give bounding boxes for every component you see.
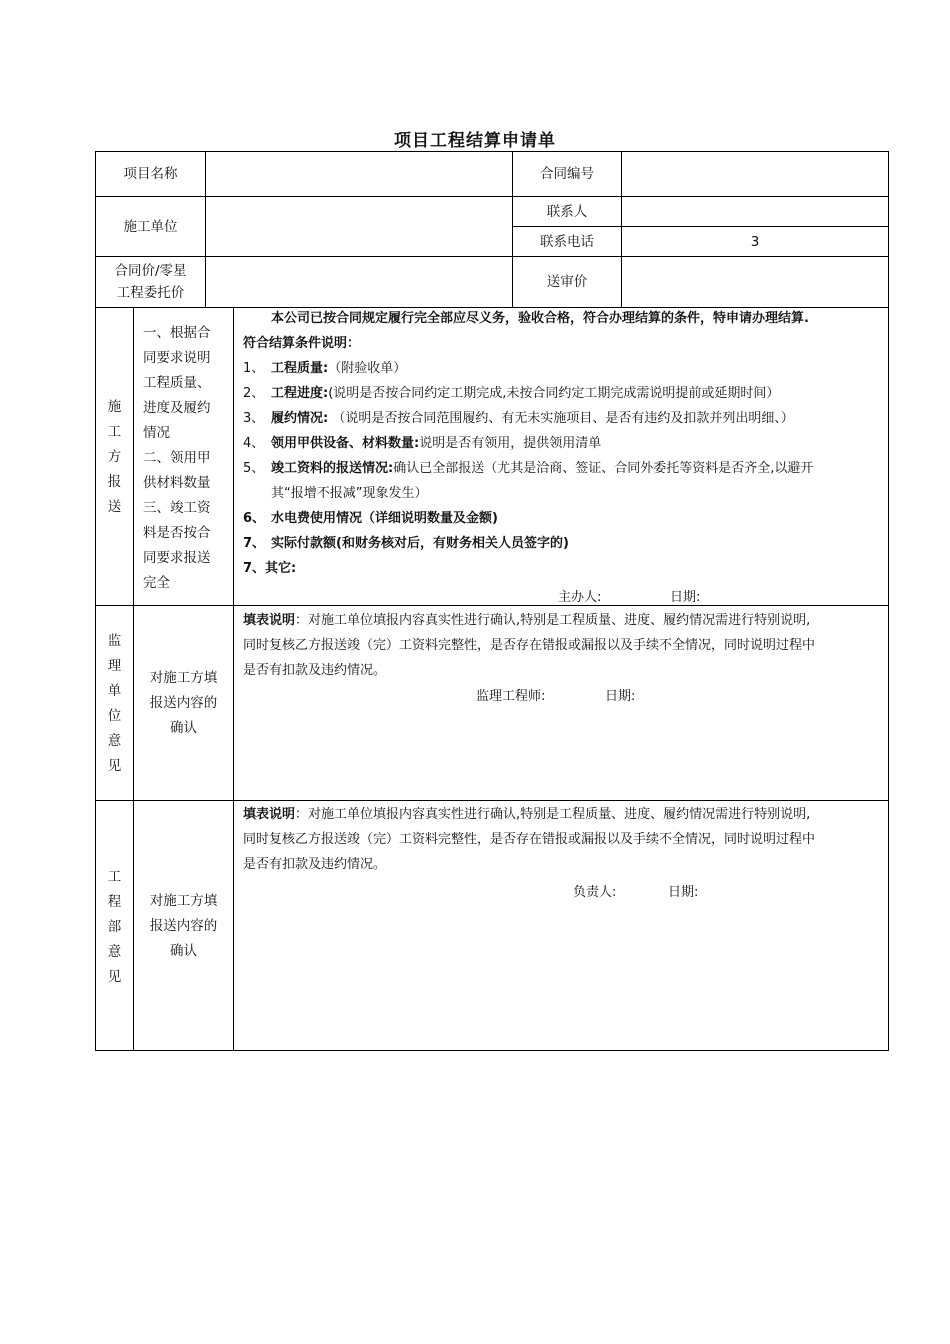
project-name-label: 项目名称 xyxy=(123,166,178,182)
project-name-field[interactable] xyxy=(206,152,512,196)
contractor-sign-label: 主办人: xyxy=(558,590,602,605)
condition-item-3: 3、 履约情况: （说明是否按合同范围履约、有无未实施项目、是否有违约及扣款并列出明细、） xyxy=(243,411,794,426)
review-price-field[interactable] xyxy=(622,257,888,307)
condition-item-4: 4、 领用甲供设备、材料数量:说明是否有领用，提供领用清单 xyxy=(243,436,602,451)
contract-price-label-line2: 工程委托价 xyxy=(116,285,185,301)
condition-item-1: 1、 工程质量:（附验收单） xyxy=(243,361,407,376)
supervisor-opinion-field[interactable] xyxy=(243,710,883,795)
engineering-opinion-field[interactable] xyxy=(243,905,883,1045)
contact-label: 联系人 xyxy=(546,203,588,220)
contractor-content xyxy=(243,306,883,581)
contact-field[interactable] xyxy=(622,197,888,226)
condition-item-6: 6、 水电费使用情况（详细说明数量及金额) xyxy=(243,511,498,526)
contract-price-label xyxy=(96,257,205,307)
contractor-requirements: 一、根据合 同要求说明 工程质量、 进度及履约 情况 二、领用甲 供材料数量 三、竣工资 料是否按合 同要求报送 完全 xyxy=(143,325,211,591)
phone-field[interactable]: 3 xyxy=(750,233,760,250)
condition-item-5-cont: 其“报增不报减”现象发生） xyxy=(271,486,428,501)
contract-no-label: 合同编号 xyxy=(540,166,594,182)
engineering-confirm-label: 对施工方填 报送内容的 确认 xyxy=(149,892,218,959)
contractor-label: 施工单位 xyxy=(123,218,178,235)
condition-item-8: 7、其它: xyxy=(243,561,297,576)
supervisor-note: 填表说明：对施工单位填报内容真实性进行确认,特别是工程质量、进度、履约情况需进行特别说明, 同时复核乙方报送竣（完）工资料完整性，是否存在错报或漏报以及手续不全情况，同时说明过程中 是否有扣款及违约情况。 xyxy=(243,613,816,678)
contractor-date-label: 日期: xyxy=(670,590,701,605)
contract-no-field[interactable] xyxy=(622,152,888,196)
engineering-section-label: 工 程 部 意 见 xyxy=(107,868,122,985)
condition-item-2: 2、 工程进度:(说明是否按合同约定工期完成,未按合同约定工期完成需说明提前或延期时间） xyxy=(243,386,780,401)
supervisor-confirm-label: 对施工方填 报送内容的 确认 xyxy=(149,669,218,736)
form-title: 项目工程结算申请单 xyxy=(394,131,556,151)
supervisor-section-label: 监 理 单 位 意 见 xyxy=(107,633,122,774)
condition-item-7: 7、 实际付款额(和财务核对后，有财务相关人员签字的) xyxy=(243,536,569,551)
phone-label: 联系电话 xyxy=(540,233,594,250)
engineering-date-label: 日期: xyxy=(668,885,699,900)
engineering-note: 填表说明：对施工单位填报内容真实性进行确认,特别是工程质量、进度、履约情况需进行特别说明, 同时复核乙方报送竣（完）工资料完整性，是否存在错报或漏报以及手续不全情况，同时说明过程中 是否有扣款及违约情况。 xyxy=(243,807,816,872)
condition-item-5: 5、 竣工资料的报送情况:确认已全部报送（尤其是洽商、签证、合同外委托等资料是否齐全,以避开 xyxy=(243,461,814,476)
supervisor-sign-label: 监理工程师: xyxy=(476,689,546,704)
conditions-title: 符合结算条件说明： xyxy=(243,336,361,351)
contract-price-label-line1: 合同价/零星 xyxy=(114,263,187,279)
intro-text: 本公司已按合同规定履行完全部应尽义务，验收合格，符合办理结算的条件，特申请办理结算. xyxy=(271,311,809,326)
contractor-field[interactable] xyxy=(206,197,512,256)
engineering-sign-label: 负责人: xyxy=(573,885,617,900)
contractor-section-label: 施 工 方 报 送 xyxy=(107,398,122,515)
supervisor-date-label: 日期: xyxy=(605,689,636,704)
contract-price-field[interactable] xyxy=(206,257,512,307)
review-price-label: 送审价 xyxy=(546,274,588,290)
